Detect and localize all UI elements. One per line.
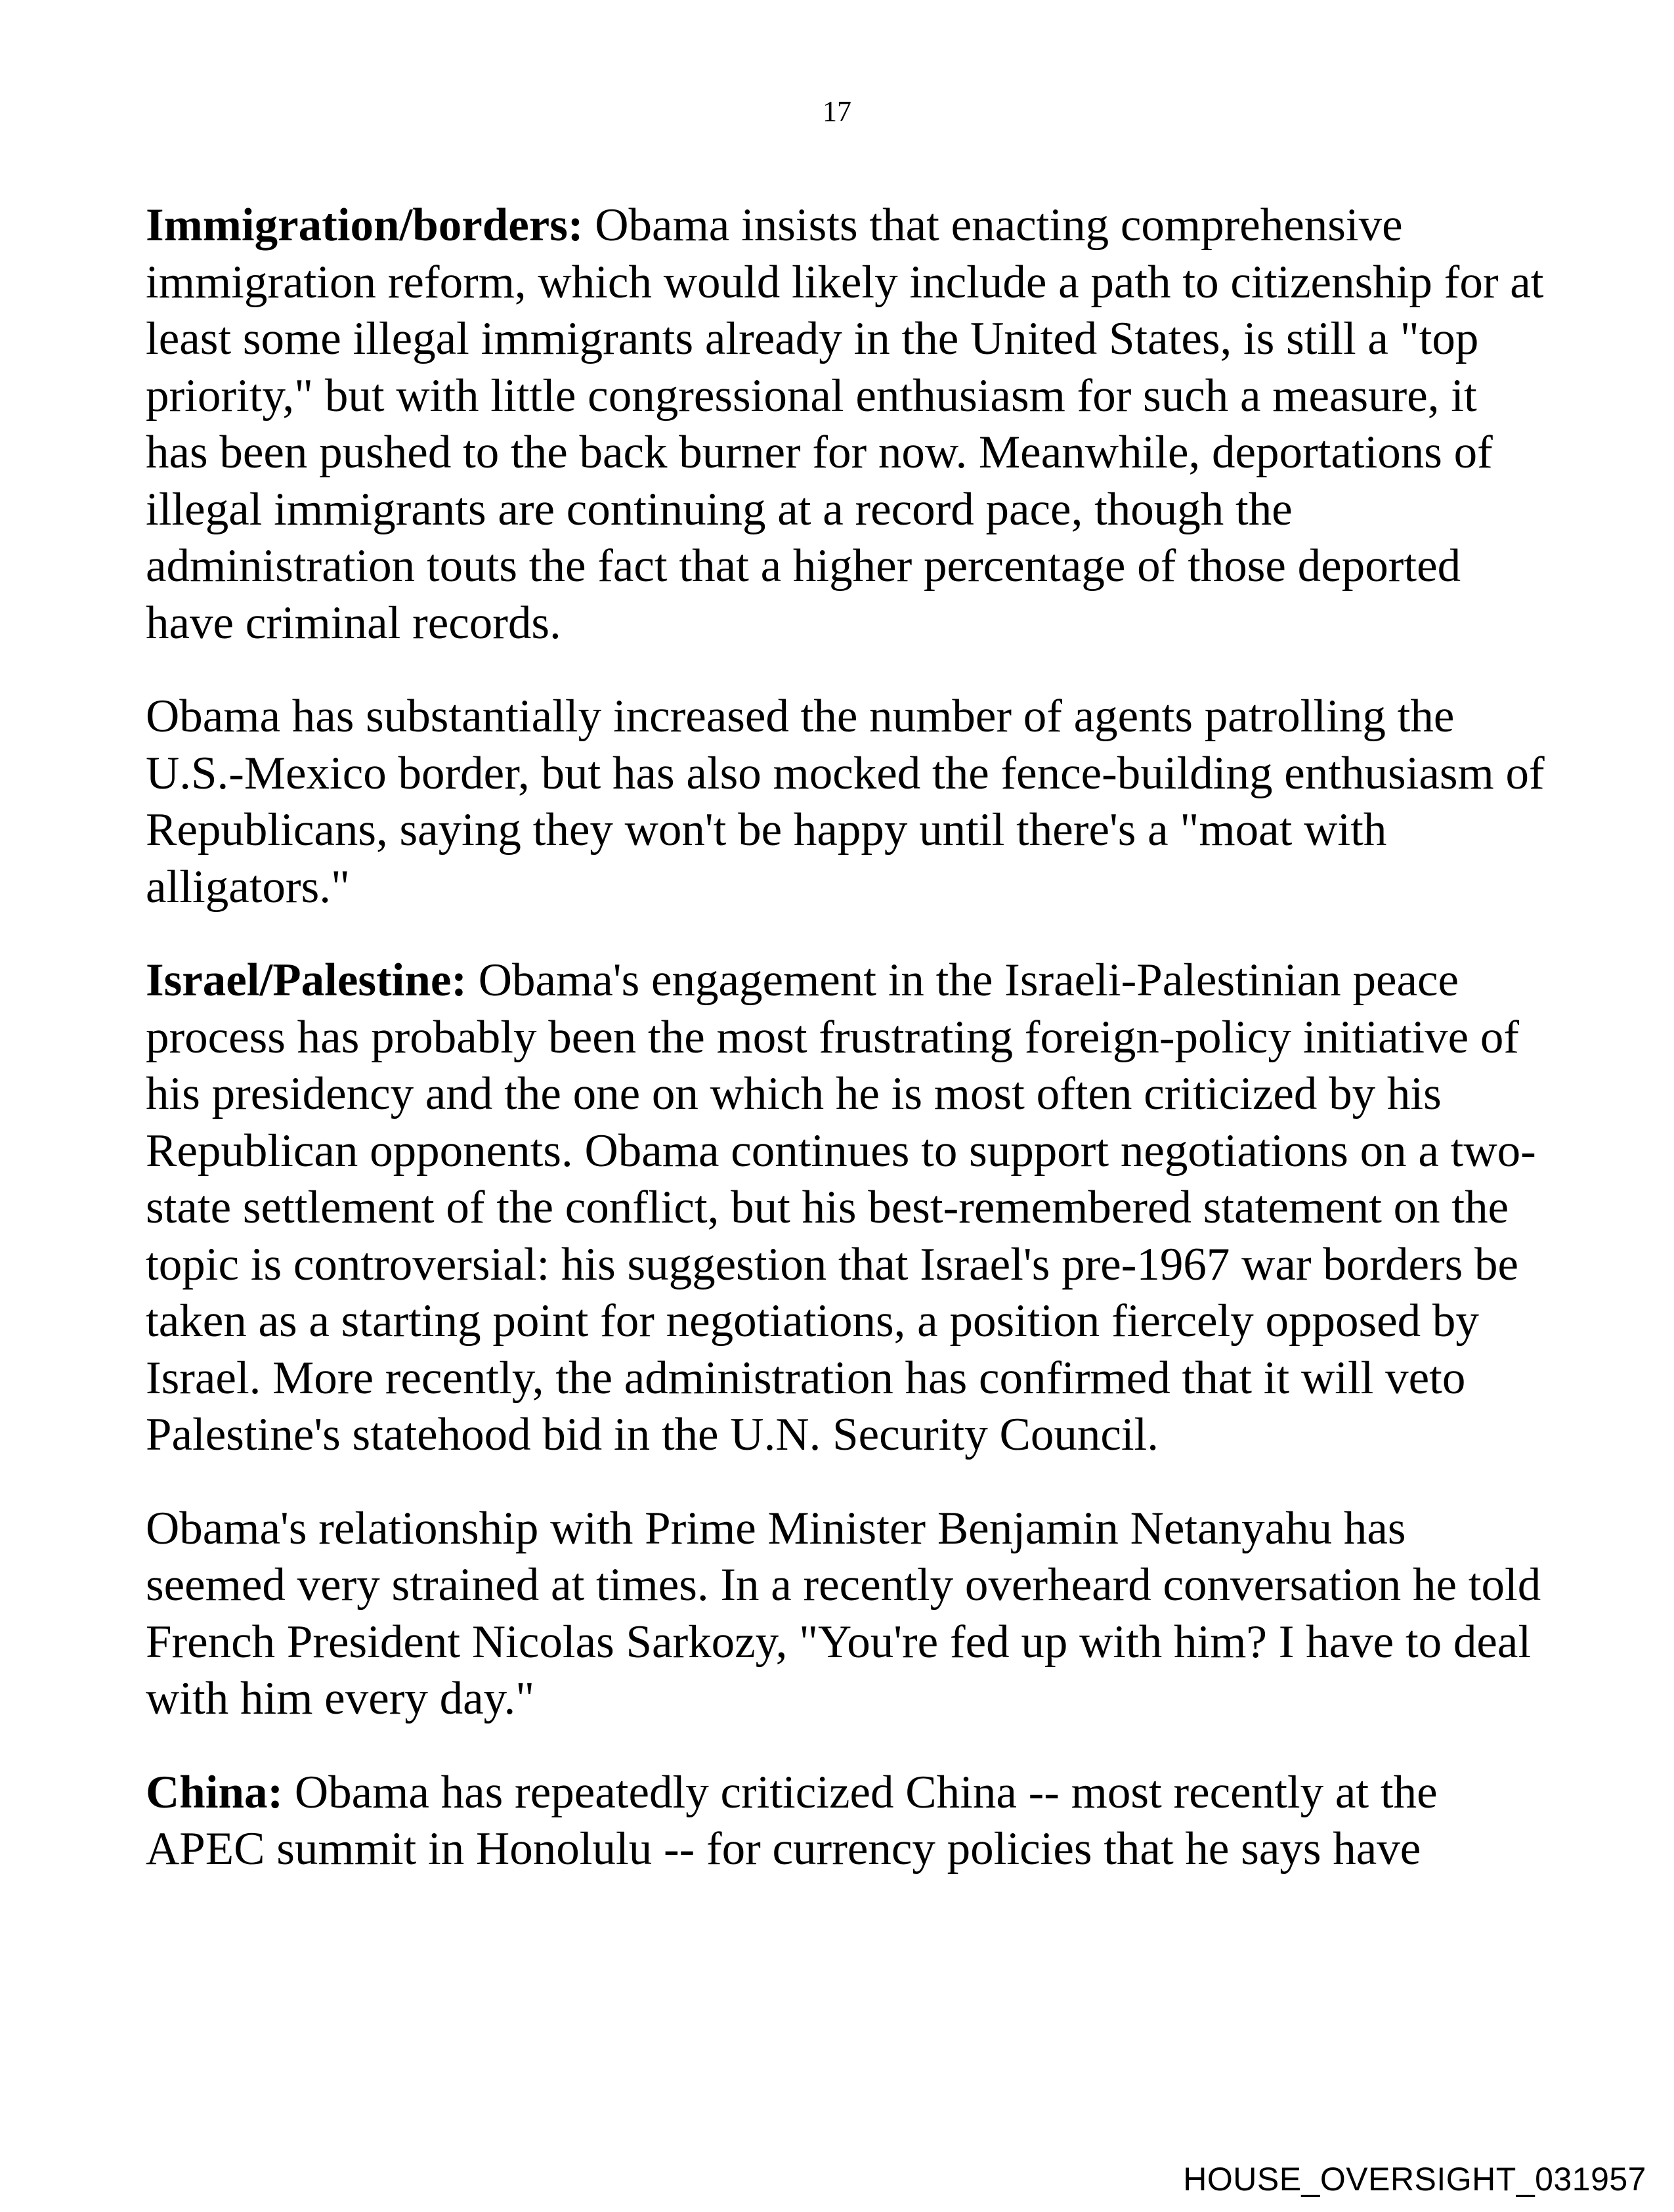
paragraph-text: Obama insists that enacting comprehensive immigration reform, which would likely include a path to citizenship for at least some illegal immigrants already in the United States, is still a "top priority," but with little congressional enthusiasm for such a measure, it has been pushed to the back burner for now. Meanwhile, deportations of illegal immigrants are continuing at a record pace, though the administration touts the fact that a higher percentage of those deported have criminal records. bbox=[146, 200, 1544, 649]
paragraph-china bbox=[146, 1764, 1551, 1878]
document-body bbox=[146, 197, 1551, 1915]
paragraph-text: Obama has repeatedly criticized China -- most recently at the APEC summit in Honolulu -- for currency policies that he says have bbox=[146, 1766, 1438, 1875]
paragraph-israel-palestine bbox=[146, 952, 1551, 1464]
bates-number: HOUSE_OVERSIGHT_031957 bbox=[1183, 2161, 1646, 2198]
paragraph-immigration bbox=[146, 197, 1551, 651]
page-number: 17 bbox=[823, 95, 851, 127]
section-heading-immigration: Immigration/borders: bbox=[146, 200, 584, 251]
paragraph-netanyahu bbox=[146, 1500, 1551, 1727]
paragraph-border-agents bbox=[146, 688, 1551, 915]
paragraph-text: Obama has substantially increased the number of agents patrolling the U.S.-Mexico border, but has also mocked the fence-building enthusiasm of Republicans, saying they won't be happy until there's a "moat with alligators." bbox=[146, 691, 1545, 913]
section-heading-israel-palestine: Israel/Palestine: bbox=[146, 955, 467, 1006]
paragraph-text: Obama's relationship with Prime Minister Benjamin Netanyahu has seemed very strained at times. In a recently overheard conversation he told French President Nicolas Sarkozy, "You're fed up with him? I have to deal with him every day." bbox=[146, 1502, 1541, 1724]
section-heading-china: China: bbox=[146, 1766, 284, 1818]
paragraph-text: Obama's engagement in the Israeli-Palestinian peace process has probably been the most frustrating foreign-policy initiative of his presidency and the one on which he is most often criticized by his Republican opponents. Obama continues to support negotiations on a two-state settlement of the conflict, but his best-remembered statement on the topic is controversial: his suggestion that Israel's pre-1967 war borders be taken as a starting point for negotiations, a position fiercely opposed by Israel. More recently, the administration has confirmed that it will veto Palestine's statehood bid in the U.N. Security Council. bbox=[146, 955, 1536, 1460]
